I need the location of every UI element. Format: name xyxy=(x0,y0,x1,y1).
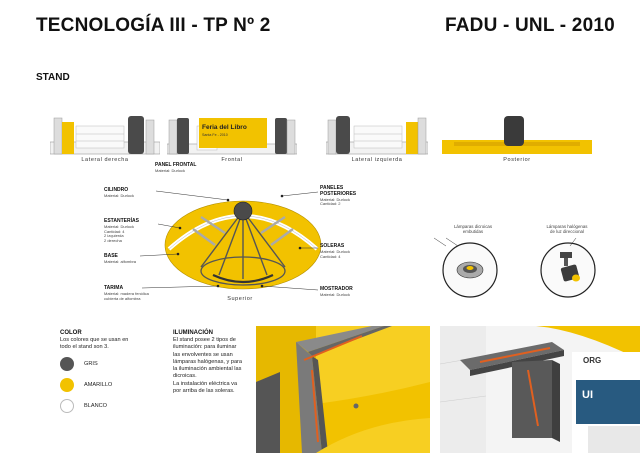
view-frontal xyxy=(167,112,297,156)
label-estanterias-detail: Material: Durlock Cantidad: 4 2 izquierda 2 derecha xyxy=(104,223,135,244)
label-base-detail: Material: alfombra xyxy=(104,258,137,264)
swatch-amarillo xyxy=(60,378,74,392)
institution-title: FADU - UNL - 2010 xyxy=(445,15,615,36)
label-estanterias-title: ESTANTERÍAS xyxy=(104,218,139,224)
label-mostrador-title: MOSTRADOR xyxy=(320,286,353,292)
page-title: TECNOLOGÍA III - TP Nº 2 xyxy=(36,15,271,36)
lamp-halogena-label: Lámparas halógenas de luz direccional xyxy=(546,224,588,235)
caption-superior: Superior xyxy=(227,296,253,302)
iluminacion-title: ILUMINACIÓN xyxy=(173,330,213,336)
color-description: Los colores que se usan en todo el stand son 3. xyxy=(60,337,129,351)
render-detail-right xyxy=(440,326,640,453)
swatch-gris-label: GRIS xyxy=(84,361,98,367)
label-base-title: BASE xyxy=(104,253,118,259)
render-sign-text: ORG xyxy=(583,356,602,365)
lamp-leader-lines xyxy=(430,228,610,248)
panel-frontal-label: PANEL FRONTAL xyxy=(155,162,197,168)
panel-frontal-detail: Material: Durlock xyxy=(155,168,186,173)
view-posterior xyxy=(442,112,592,156)
label-estanterias xyxy=(104,219,139,244)
label-tarima xyxy=(104,286,149,301)
label-cilindro-detail: Material: Durlock xyxy=(104,192,135,198)
iluminacion-text: El stand posee 2 tipos de iluminación: para iluminar las envolventes se usan lámparas halógenas, y para la iluminación ambiental las dicroicas. La instalación eléctrica va por arriba de las soleras. xyxy=(173,337,243,394)
label-cilindro xyxy=(104,188,134,199)
label-paneles-title: PANELES POSTERIORES xyxy=(320,185,357,197)
front-sign-subtitle: Santa Fe - 2010 xyxy=(202,133,228,137)
lamp-dicroica-label: Lámparas dicroicas embutidas xyxy=(453,224,493,235)
caption-posterior: Posterior xyxy=(503,157,531,163)
caption-frontal: Frontal xyxy=(221,157,243,163)
label-tarima-detail: Material: madera fenólica cubierta de alfombra xyxy=(104,290,149,301)
label-paneles-detail: Material: Durlock Cantidad: 2 xyxy=(320,196,351,207)
caption-lateral-izquierda: Lateral izquierda xyxy=(351,157,403,163)
label-base xyxy=(104,254,136,265)
render-panel-text: UI xyxy=(582,389,593,401)
swatch-blanco xyxy=(60,399,74,413)
label-soleras-detail: Material: Durlock Cantidad: 4 xyxy=(320,248,351,259)
swatch-blanco-label: BLANCO xyxy=(84,403,108,409)
label-mostrador xyxy=(320,287,353,298)
label-soleras-title: SOLERAS xyxy=(320,243,345,249)
front-sign-title: Feria del Libro xyxy=(202,124,247,131)
section-title: STAND xyxy=(36,72,70,83)
view-lateral-izquierda xyxy=(326,112,428,156)
swatch-amarillo-label: AMARILLO xyxy=(84,382,113,388)
render-detail-left xyxy=(256,326,430,453)
label-soleras xyxy=(320,244,350,259)
label-tarima-title: TARIMA xyxy=(104,285,124,291)
caption-lateral-derecha: Lateral derecha xyxy=(81,157,129,163)
label-mostrador-detail: Material: Durlock xyxy=(320,291,351,297)
label-paneles-posteriores xyxy=(320,186,356,207)
swatch-gris xyxy=(60,357,74,371)
view-lateral-derecha xyxy=(50,112,160,156)
color-title: COLOR xyxy=(60,330,82,336)
label-cilindro-title: CILINDRO xyxy=(104,187,129,193)
